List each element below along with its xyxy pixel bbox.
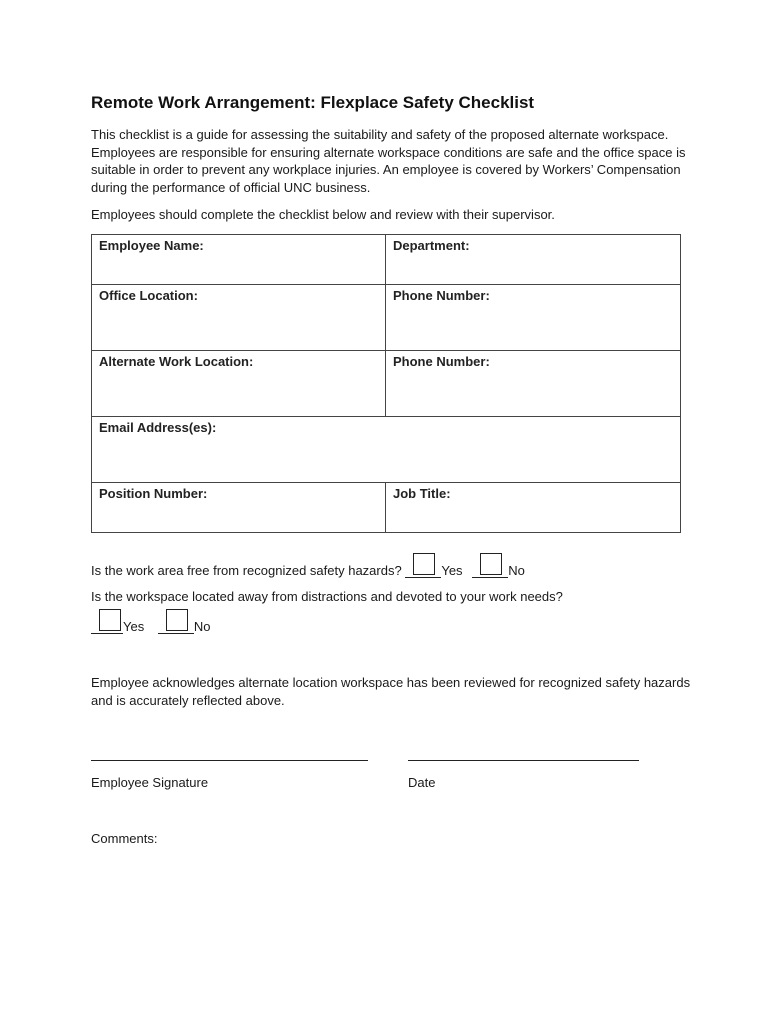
alternate-phone-field[interactable] (386, 351, 681, 417)
employee-name-label: Employee Name: (99, 238, 204, 253)
office-location-field[interactable] (92, 285, 386, 351)
question-1-text: Is the work area free from recognized safety hazards? (91, 563, 402, 578)
email-field[interactable] (92, 417, 681, 483)
employee-info-table (91, 234, 681, 533)
q1-no-label: No (508, 563, 525, 578)
acknowledgement-text: Employee acknowledges alternate location workspace has been reviewed for recognized safety hazards and is accurately reflected above. (91, 675, 691, 708)
comments-label: Comments: (91, 831, 158, 846)
signature-line[interactable] (91, 760, 368, 761)
signature-label: Employee Signature (91, 775, 209, 790)
position-number-field[interactable] (92, 483, 386, 533)
question-2-options (91, 617, 210, 634)
department-label: Department: (393, 238, 470, 253)
intro-paragraph: This checklist is a guide for assessing the suitability and safety of the proposed alternate workspace. Employees are responsible for ensuring alternate workspace conditions are safe and the office space is suitable in order to prevent any workplace injuries. An employee is covered by Workers’ Compensation during the performance of official UNC business. (91, 127, 686, 195)
job-title-label: Job Title: (393, 486, 451, 501)
q1-yes-checkbox[interactable] (405, 561, 441, 578)
question-1 (91, 561, 525, 578)
q1-no-checkbox[interactable] (472, 561, 508, 578)
q1-yes-label: Yes (441, 563, 463, 578)
q2-no-label: No (193, 619, 211, 634)
q2-yes-label: Yes (123, 619, 145, 634)
office-phone-field[interactable] (386, 285, 681, 351)
date-line[interactable] (408, 760, 639, 761)
alternate-location-label: Alternate Work Location: (99, 354, 254, 369)
office-phone-label: Phone Number: (393, 288, 490, 303)
q2-no-checkbox[interactable] (158, 617, 194, 634)
alternate-phone-label: Phone Number: (393, 354, 490, 369)
question-2-text: Is the workspace located away from distractions and devoted to your work needs? (91, 589, 563, 604)
employee-name-field[interactable] (92, 235, 386, 285)
date-label: Date (408, 775, 436, 790)
department-field[interactable] (386, 235, 681, 285)
email-label: Email Address(es): (99, 420, 217, 435)
office-location-label: Office Location: (99, 288, 198, 303)
q2-yes-checkbox[interactable] (91, 617, 123, 634)
position-number-label: Position Number: (99, 486, 208, 501)
instruction-text: Employees should complete the checklist below and review with their supervisor. (91, 207, 555, 222)
page-title: Remote Work Arrangement: Flexplace Safety Checklist (91, 93, 535, 112)
alternate-location-field[interactable] (92, 351, 386, 417)
job-title-field[interactable] (386, 483, 681, 533)
